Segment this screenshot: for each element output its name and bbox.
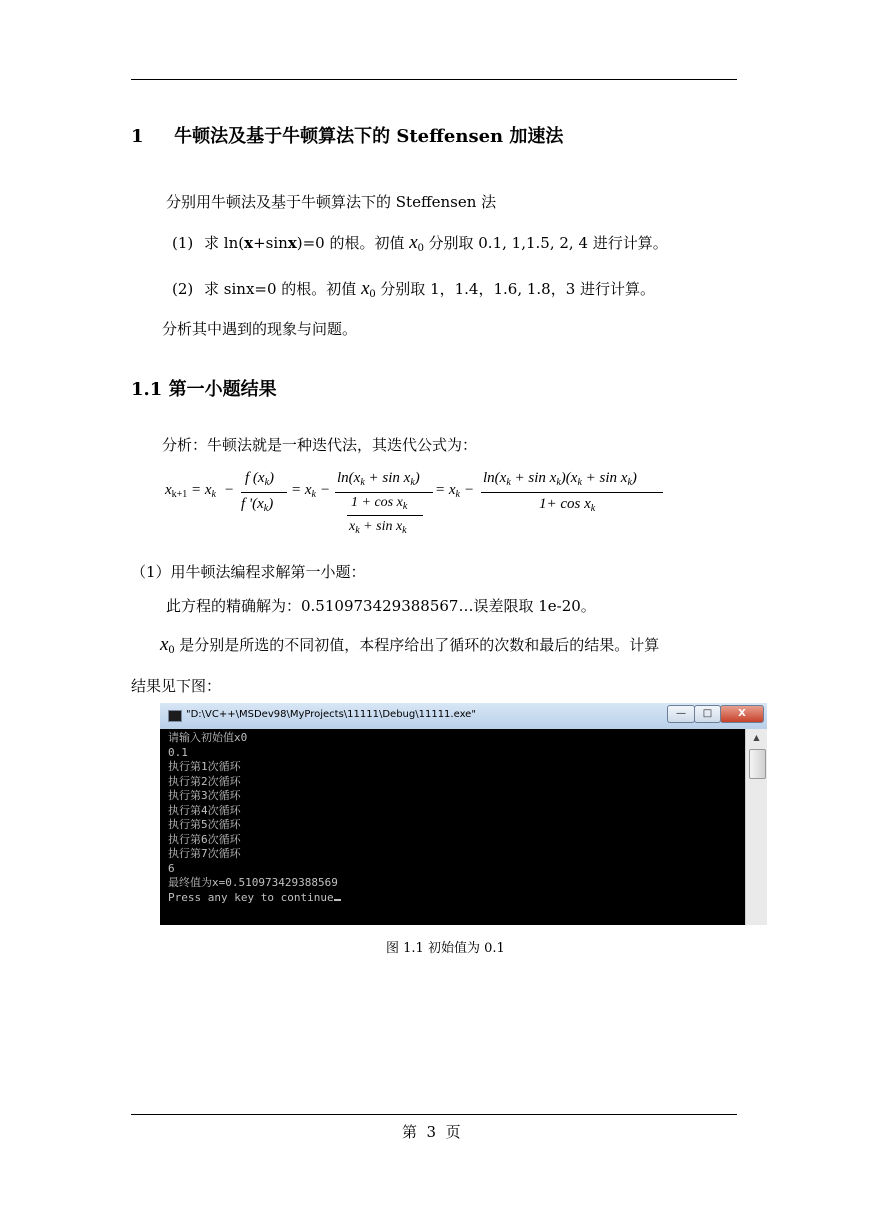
subsection-title: 1.1 第一小题结果 — [131, 379, 277, 400]
x0-symbol — [361, 278, 375, 299]
formula-frac2-num: $\ln(x_k + \sin x_k)$ — [337, 470, 420, 488]
x0-symbol — [409, 232, 423, 253]
task-item-2-tail: 分别取 1，1.4，1.6, 1.8，3 进行计算。 — [380, 280, 656, 298]
formula-term3: = $x_k$ — [435, 482, 460, 500]
console-line: 执行第6次循环 — [168, 832, 241, 846]
page-footer: 第 3 页 — [402, 1123, 461, 1141]
close-button[interactable]: X — [720, 705, 764, 723]
x0-var: x — [409, 232, 418, 253]
task-item-1-var-x: x — [244, 234, 254, 252]
cursor-icon — [334, 899, 341, 901]
result-paragraph-line1 — [160, 634, 659, 657]
console-line: Press any key to continue — [168, 890, 334, 904]
formula-frac1-bar — [241, 492, 287, 493]
console-line: 执行第7次循环 — [168, 847, 241, 860]
newton-formula — [165, 468, 685, 544]
console-window — [160, 703, 767, 925]
console-line: 执行第3次循环 — [168, 789, 241, 802]
task-item-1-pre: 求 ln( — [204, 234, 245, 252]
x0-sub: 0 — [168, 642, 175, 656]
formula-minus3: − — [465, 482, 474, 498]
step1-heading: （1）用牛顿法编程求解第一小题： — [131, 563, 366, 581]
section-title-text: 牛顿法及基于牛顿算法下的 Steffensen 加速法 — [174, 126, 564, 147]
formula-minus1: − — [225, 482, 234, 498]
header-rule — [131, 79, 737, 80]
exact-solution-line: 此方程的精确解为：0.510973429388567…误差限取 1e-20。 — [166, 597, 596, 615]
task-item-1-tail: 分别取 0.1, 1,1.5, 2, 4 进行计算。 — [428, 234, 668, 252]
analysis-note: 分析其中遇到的现象与问题。 — [162, 320, 358, 338]
x0-var: x — [160, 634, 169, 655]
console-titlebar[interactable] — [160, 703, 767, 729]
task-item-1-mid: +sin — [253, 234, 288, 252]
result-paragraph-text: 是分别是所选的不同初值，本程序给出了循环的次数和最后的结果。计算 — [179, 636, 660, 654]
formula-frac2-den-num: $1 + \cos x_k$ — [351, 495, 408, 512]
task-item-2 — [172, 278, 655, 301]
task-item-1-var-x2: x — [287, 234, 297, 252]
console-scrollbar[interactable] — [745, 729, 767, 925]
console-line: 执行第4次循环 — [168, 803, 241, 817]
formula-term1: = $x_k$ — [191, 482, 216, 500]
maximize-button[interactable]: □ — [694, 705, 721, 723]
analysis-label: 分析：牛顿法就是一种迭代法，其迭代公式为： — [162, 436, 478, 454]
figure-caption: 图 1.1 初始值为 0.1 — [386, 941, 505, 956]
formula-frac1-num: f $(x_k)$ — [245, 470, 275, 488]
task-item-1-label: (1) — [172, 234, 194, 252]
x0-var: x — [361, 278, 370, 299]
footer-rule — [131, 1114, 737, 1115]
intro-text: 分别用牛顿法及基于牛顿算法下的 Steffensen 法 — [166, 193, 497, 211]
formula-term2: = $x_k$ — [291, 482, 316, 500]
console-prompt-line — [168, 891, 743, 906]
minimize-button[interactable]: — — [667, 705, 695, 723]
console-line: 6 — [168, 861, 175, 875]
x0-sub: 0 — [369, 286, 376, 300]
console-line: 执行第5次循环 — [168, 818, 241, 831]
scroll-thumb[interactable] — [749, 749, 766, 779]
formula-frac1-den: f '$(x_k)$ — [241, 496, 274, 514]
formula-frac3-num: $\ln(x_k + \sin x_k)(x_k + \sin x_k)$ — [483, 470, 637, 488]
x0-symbol — [160, 634, 174, 655]
console-line: 0.1 — [168, 745, 188, 759]
task-item-1-post: )=0 的根。初值 — [296, 234, 405, 252]
console-line: 最终值为x=0.510973429388569 — [168, 876, 338, 889]
formula-frac2-den-den: $x_k + \sin x_k$ — [349, 519, 407, 536]
formula-frac3-den: $1+ \cos x_k$ — [539, 496, 596, 514]
formula-frac2-bar — [335, 492, 433, 493]
task-item-2-pre: 求 sinx=0 的根。初值 — [204, 280, 357, 298]
formula-minus2: − — [321, 482, 330, 498]
section-number: 1 — [131, 126, 144, 147]
section-title — [131, 122, 563, 148]
console-title: "D:\VC++\MSDev98\MyProjects\11111\Debug\11111.exe" — [186, 709, 476, 720]
result-paragraph-line2: 结果见下图： — [131, 677, 222, 695]
console-output — [168, 731, 743, 921]
task-item-1 — [172, 232, 668, 255]
console-line: 请输入初始值x0 — [168, 731, 248, 744]
console-app-icon — [168, 710, 182, 722]
task-item-2-label: (2) — [172, 280, 194, 298]
console-line: 执行第2次循环 — [168, 774, 241, 788]
formula-frac2-subbar — [347, 515, 423, 516]
formula-frac3-bar — [481, 492, 663, 493]
console-line: 执行第1次循环 — [168, 760, 241, 773]
x0-sub: 0 — [417, 240, 424, 254]
formula-lhs: $x_{k+1}$ — [165, 482, 188, 500]
scroll-up-arrow-icon[interactable]: ▲ — [753, 733, 760, 742]
